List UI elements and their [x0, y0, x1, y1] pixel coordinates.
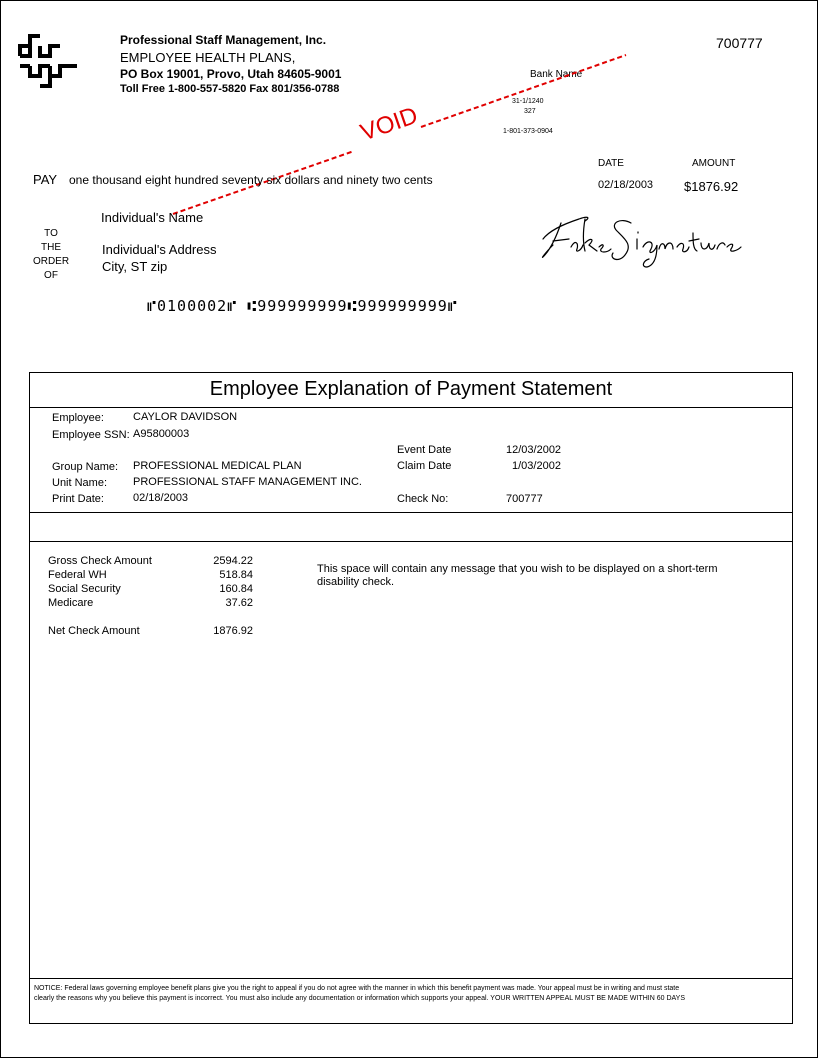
line-item-amount: 160.84 — [219, 583, 253, 595]
message-line-2: disability check. — [317, 576, 395, 588]
check-amount: $1876.92 — [684, 179, 739, 194]
company-plan: EMPLOYEE HEALTH PLANS, — [120, 50, 296, 65]
event-date-value: 12/03/2002 — [506, 444, 562, 456]
company-phone: Toll Free 1-800-557-5820 Fax 801/356-0788 — [120, 83, 340, 95]
check-no-label: Check No: — [397, 493, 449, 505]
claim-date-value: 1/03/2002 — [512, 460, 561, 472]
payee-address: Individual's Address — [102, 242, 217, 257]
line-item-amount: 37.62 — [225, 597, 253, 609]
void-stamp: VOID — [357, 101, 422, 147]
claim-date-label: Claim Date — [397, 460, 452, 472]
line-item-label: Social Security — [48, 583, 121, 595]
line-item-label: Federal WH — [48, 569, 107, 581]
pay-words: one thousand eight hundred seventy six dollars and ninety two cents — [69, 173, 433, 187]
payee-name: Individual's Name — [101, 210, 204, 225]
group-label: Group Name: — [52, 461, 119, 473]
date-header: DATE — [598, 158, 624, 169]
amount-header: AMOUNT — [692, 158, 736, 169]
ssn-label: Employee SSN: — [52, 429, 130, 441]
divider — [30, 512, 792, 513]
employee-value: CAYLOR DAVIDSON — [133, 411, 238, 423]
bank-name: Bank Name — [530, 69, 583, 80]
employee-label: Employee: — [52, 412, 104, 424]
print-date-label: Print Date: — [52, 493, 104, 505]
bank-phone: 1-801-373-0904 — [503, 128, 553, 135]
event-date-label: Event Date — [397, 444, 452, 456]
check-number: 700777 — [716, 35, 763, 51]
company-address: PO Box 19001, Provo, Utah 84605-9001 — [120, 67, 342, 81]
net-check-label: Net Check Amount — [48, 625, 140, 637]
line-item-amount: 2594.22 — [213, 555, 253, 567]
routing-fraction-top: 31-1/1240 — [512, 98, 544, 105]
notice-line-1: NOTICE: Federal laws governing employee benefit plans give you the right to appeal if you do not agree with the manner in which this benefit payment was made. Your appeal must be in writing and must state — [34, 985, 680, 992]
line-item-label: Medicare — [48, 597, 94, 609]
check-no-value: 700777 — [506, 493, 543, 505]
micr-line: ⑈0100002⑈ ⑆999999999⑆999999999⑈ — [147, 297, 458, 315]
group-value: PROFESSIONAL MEDICAL PLAN — [133, 460, 302, 472]
company-name: Professional Staff Management, Inc. — [120, 33, 327, 47]
notice-line-2: clearly the reasons why you believe this payment is incorrect. You must also include any documentation or information which supports your appeal. YOUR WRITTEN APPEAL MUST BE MADE WITHIN 60 DAYS — [34, 995, 686, 1002]
line-item-label: Gross Check Amount — [48, 555, 152, 567]
routing-fraction-bottom: 327 — [524, 108, 536, 115]
check-date: 02/18/2003 — [598, 179, 654, 191]
pay-label: PAY — [33, 172, 58, 187]
signature-image — [539, 209, 744, 269]
psm-logo-icon — [17, 34, 81, 90]
message-line-1: This space will contain any message that you wish to be displayed on a short-term — [317, 563, 718, 575]
divider — [30, 541, 792, 542]
unit-label: Unit Name: — [52, 477, 108, 489]
unit-value: PROFESSIONAL STAFF MANAGEMENT INC. — [133, 476, 362, 488]
divider — [30, 407, 792, 408]
payee-city: City, ST zip — [102, 259, 168, 274]
to-the-order-of: TO THE ORDER OF — [32, 228, 70, 281]
print-date-value: 02/18/2003 — [133, 492, 189, 504]
statement-box — [29, 372, 793, 1024]
line-item-amount: 518.84 — [219, 569, 253, 581]
ssn-value: A95800003 — [133, 428, 190, 440]
net-check-amount: 1876.92 — [213, 625, 253, 637]
statement-title: Employee Explanation of Payment Statement — [209, 378, 613, 400]
divider — [30, 978, 792, 979]
void-line — [171, 51, 631, 221]
